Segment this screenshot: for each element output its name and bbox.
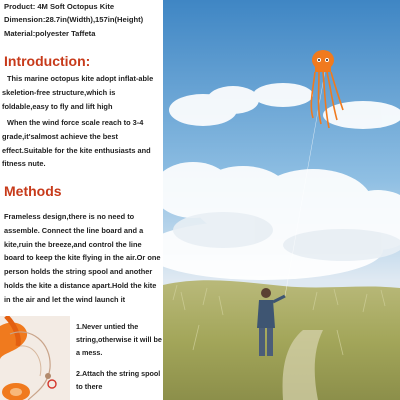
methods-paragraph: Frameless design,there is no need to assemble. Connect the line board and a kite,ruin the breeze,and control the line board to keep the kite flying in the air.Or one person holds the string spool and another holds the kite a distance apart.Hold the kite in the air and let the wind launch it xyxy=(4,212,161,304)
tip-attach-spool: 2.Attach the string spool to there xyxy=(76,369,161,391)
dimension-spec: Dimension:28.7in(Width),157in(Height) xyxy=(4,15,144,24)
kite-flying-photo xyxy=(163,0,400,400)
introduction-paragraph-2: When the wind force scale reach to 3-4 grade,it'salmost achieve the best effect.Suitable for the kite enthusiasts and fitness nute. xyxy=(2,118,151,169)
tip-never-untie: 1.Never untied the string,otherwise it will be a mess. xyxy=(76,322,162,357)
material-spec: Material:polyester Taffeta xyxy=(4,29,96,38)
introduction-heading: Introduction: xyxy=(4,53,91,69)
product-spec: Product: 4M Soft Octopus Kite xyxy=(4,2,115,11)
kite-tail-spool-illustration xyxy=(0,316,70,400)
introduction-paragraph-1: This marine octopus kite adopt inflat-able skeletion-free structure,which is foldable,easy to fly and lift high xyxy=(2,74,154,111)
description-panel xyxy=(0,0,163,400)
methods-heading: Methods xyxy=(4,183,62,199)
